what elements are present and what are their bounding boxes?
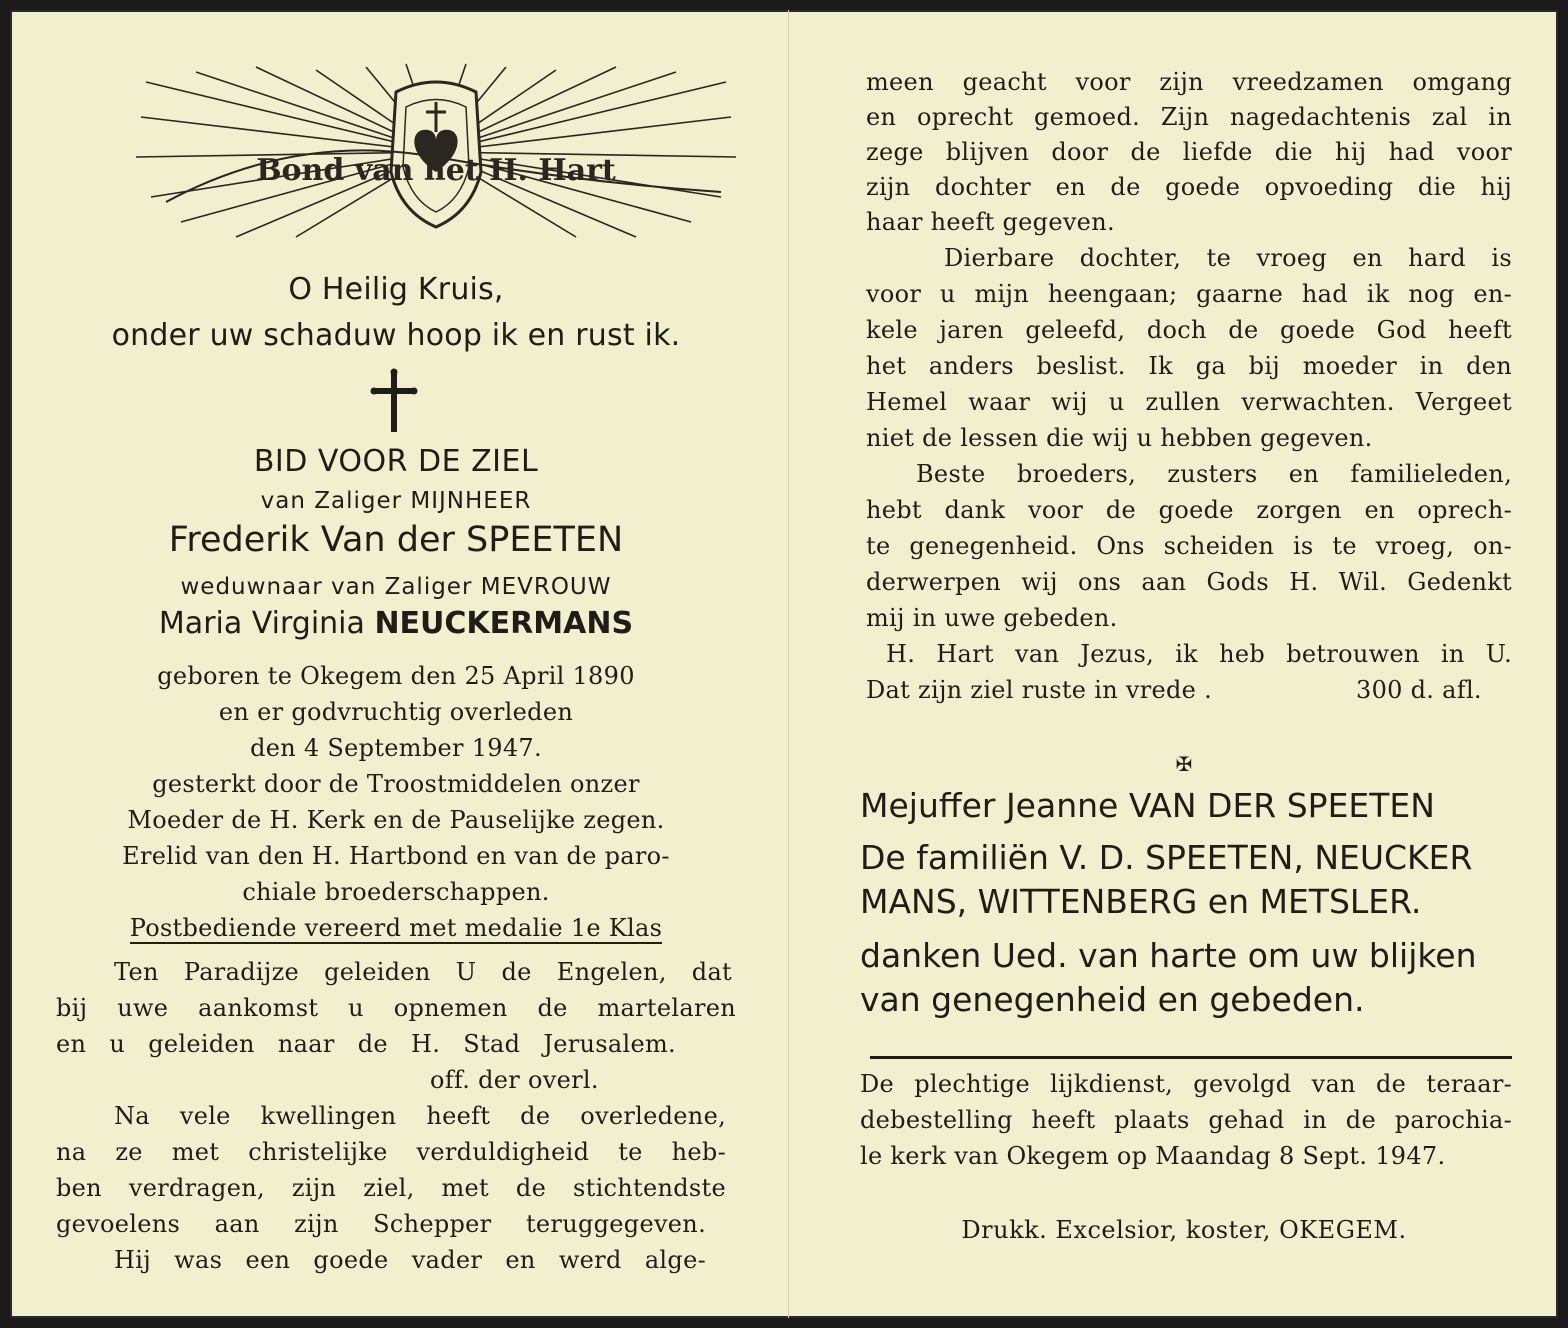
latin-cross-icon: [364, 368, 424, 438]
right-text-line-6: Dierbare dochter, te vroeg en hard is: [944, 244, 1512, 272]
right-text-line-4: zijn dochter en de goede opvoeding die hij: [866, 173, 1512, 201]
right-text-line-5: haar heeft gegeven.: [866, 208, 1115, 236]
deceased-name: Frederik Van der SPEETEN: [168, 520, 624, 560]
bio-line-4: gesterkt door de Troostmiddelen onzer: [152, 770, 640, 798]
prayer-line-1: Ten Paradijze geleiden U de Engelen, dat: [114, 958, 732, 986]
bio-line-3: den 4 September 1947.: [250, 734, 542, 762]
bio-line-5: Moeder de H. Kerk en de Pauselijke zegen.: [127, 806, 665, 834]
funeral-line-2: debestelling heeft plaats gehad in de parochia-: [860, 1106, 1512, 1134]
bio-line-1: geboren te Okegem den 25 April 1890: [157, 662, 635, 690]
prayer-line-2: bij uwe aankomst u opnemen de martelaren: [56, 994, 736, 1022]
medal-line: [56, 914, 736, 942]
spouse-surname: NEUCKERMANS: [374, 606, 634, 641]
sacred-heart-shield-icon: [136, 62, 736, 240]
motto-line-1: O Heilig Kruis,: [288, 272, 504, 307]
right-text-line-18: Dat zijn ziel ruste in vrede .: [866, 676, 1213, 704]
text-line-5: Hij was een goede vader en werd alge-: [114, 1246, 706, 1274]
funeral-line-1: De plechtige lijkdienst, gevolgd van de teraar-: [860, 1070, 1512, 1098]
divider-rule: [870, 1056, 1512, 1059]
right-text-line-3: zege blijven door de liefde die hij had voor: [866, 138, 1512, 166]
left-panel: [56, 10, 736, 1318]
van-zaliger-line: van Zaliger MIJNHEER: [260, 488, 532, 514]
prayer-line-3: en u geleiden naar de H. Stad Jerusalem.: [56, 1030, 676, 1058]
right-text-line-7: voor u mijn heengaan; gaarne had ik nog en-: [866, 280, 1512, 308]
right-text-line-1: meen geacht voor zijn vreedzamen omgang: [866, 68, 1512, 96]
memorial-card: [10, 10, 1558, 1318]
right-text-line-13: hebt dank voor de goede zorgen en oprech-: [866, 496, 1512, 524]
funeral-line-3: le kerk van Okegem op Maandag 8 Sept. 1947.: [860, 1142, 1446, 1170]
small-cross-icon: ✠: [1175, 752, 1193, 776]
thanks-line-1: Mejuffer Jeanne VAN DER SPEETEN: [860, 786, 1435, 825]
text-line-4: gevoelens aan zijn Schepper teruggegeven.: [56, 1210, 706, 1238]
right-text-line-17: H. Hart van Jezus, ik heb betrouwen in U.: [886, 640, 1512, 668]
thanks-line-4: danken Ued. van harte om uw blijken: [860, 936, 1477, 975]
right-text-line-12: Beste broeders, zusters en familieleden,: [916, 460, 1512, 488]
card-fold: [788, 10, 789, 1318]
medal-text: Postbediende vereerd met medalie 1e Klas: [129, 914, 663, 942]
motto-line-2: onder uw schaduw hoop ik en rust ik.: [111, 318, 681, 353]
bio-line-6: Erelid van den H. Hartbond en van de paro-: [122, 842, 670, 870]
thanks-line-3: MANS, WITTENBERG en METSLER.: [860, 882, 1422, 921]
prayer-heading: BID VOOR DE ZIEL: [253, 444, 539, 479]
bio-line-7: chiale broederschappen.: [242, 878, 550, 906]
right-text-line-9: het anders beslist. Ik ga bij moeder in den: [866, 352, 1512, 380]
right-text-line-16: mij in uwe gebeden.: [866, 604, 1118, 632]
text-line-2: na ze met christelijke verduldigheid te heb-: [56, 1138, 726, 1166]
right-panel: [856, 10, 1512, 1318]
right-text-line-10: Hemel waar wij u zullen verwachten. Vergeet: [866, 388, 1512, 416]
prayer-source: off. der overl.: [430, 1066, 599, 1094]
text-line-3: ben verdragen, zijn ziel, met de stichtendste: [56, 1174, 726, 1202]
right-text-line-14: te genegenheid. Ons scheiden is te vroeg, on-: [866, 532, 1512, 560]
right-text-line-11: niet de lessen die wij u hebben gegeven.: [866, 424, 1373, 452]
spouse-name: [56, 606, 736, 641]
right-text-line-8: kele jaren geleefd, doch de goede God heeft: [866, 316, 1512, 344]
indulgence-text: 300 d. afl.: [1356, 676, 1482, 704]
text-line-1: Na vele kwellingen heeft de overledene,: [114, 1102, 726, 1130]
printer-credit: Drukk. Excelsior, koster, OKEGEM.: [961, 1216, 1407, 1244]
spouse-first-names: Maria Virginia: [158, 606, 365, 641]
thanks-line-2: De familiën V. D. SPEETEN, NEUCKER: [860, 838, 1473, 877]
right-text-line-15: derwerpen wij ons aan Gods H. Wil. Gedenkt: [866, 568, 1512, 596]
emblem-banner-text: Bond van het H. Hart: [256, 153, 616, 188]
bio-line-2: en er godvruchtig overleden: [218, 698, 574, 726]
thanks-line-5: van genegenheid en gebeden.: [860, 980, 1365, 1019]
right-text-line-2: en oprecht gemoed. Zijn nagedachtenis zal in: [866, 103, 1512, 131]
widower-line: weduwnaar van Zaliger MEVROUW: [180, 574, 612, 600]
